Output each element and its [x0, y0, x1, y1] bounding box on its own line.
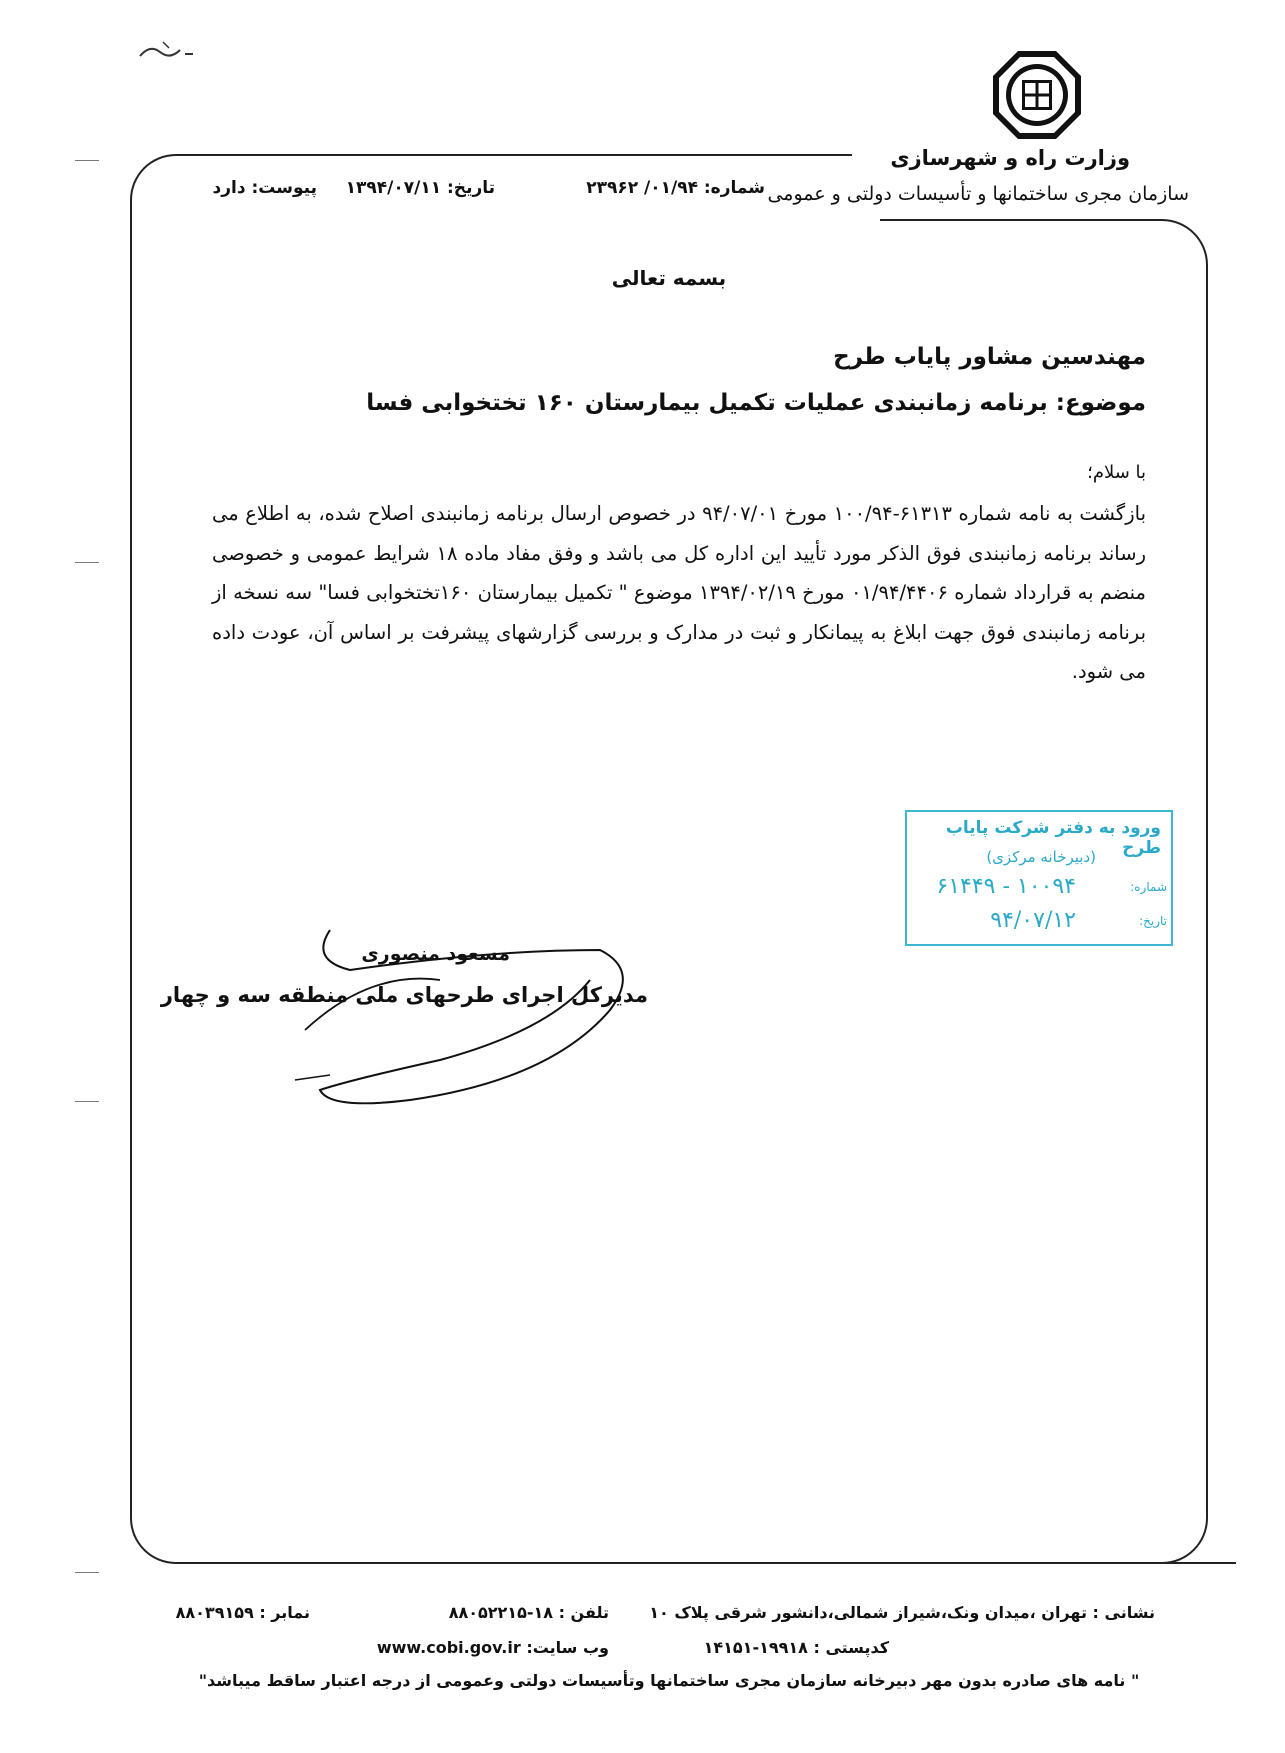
- subject-line: موضوع: برنامه زمانبندی عملیات تکمیل بیمارستان ۱۶۰ تختخوابی فسا: [366, 390, 1146, 416]
- frame-border: [234, 154, 852, 156]
- stamp-subtitle: (دبیرخانه مرکزی): [986, 848, 1096, 866]
- signer-name: مسعود منصوری: [361, 943, 510, 965]
- margin-tick: [75, 1572, 99, 1573]
- footer-fax: نمابر : ۸۸۰۳۹۱۵۹: [175, 1603, 310, 1622]
- ministry-emblem-icon: [990, 48, 1084, 142]
- ministry-name: وزارت راه و شهرسازی: [890, 146, 1130, 170]
- margin-tick: [75, 1101, 99, 1102]
- stamp-number-value: ۱۰۰۹۴ - ۶۱۴۴۹: [936, 874, 1076, 899]
- frame-border: [880, 219, 1102, 221]
- recipient: مهندسین مشاور پایاب طرح: [833, 344, 1146, 370]
- letter-body: بازگشت به نامه شماره ۶۱۳۱۳-۱۰۰/۹۴ مورخ ۹۴/۰۷/۰۱ در خصوص ارسال برنامه زمانبندی اصلاح شده، به اطلاع می رساند برنامه زمانبندی فوق الذکر مورد تأیید این اداره کل می باشد و وفق مفاد ماده ۱۸ شرایط عمومی و خصوصی منضم به قرارداد شماره ۰۱/۹۴/۴۴۰۶ مورخ ۱۳۹۴/۰۲/۱۹ موضوع " تکمیل بیمارستان ۱۶۰تختخوابی فسا" سه نسخه از برنامه زمانبندی فوق جهت ابلاغ به پیمانکار و ثبت در مدارک و بررسی گزارشهای پیشرفت بر اساس آن، عودت داده می شود.: [212, 502, 1147, 683]
- letter-date: تاریخ: ۱۳۹۴/۰۷/۱۱: [345, 178, 495, 198]
- stamp-title: ورود به دفتر شرکت پایاب طرح: [945, 818, 1161, 858]
- greeting: با سلام؛: [1087, 462, 1146, 483]
- handwritten-mark: [135, 34, 205, 64]
- footer-website: وب سایت: www.cobi.gov.ir: [376, 1638, 609, 1657]
- footer-address: نشانی : تهران ،میدان ونک،شیراز شمالی،دانشور شرقی پلاک ۱۰: [649, 1603, 1155, 1622]
- letter-number: شماره: ۰۱/۹۴/ ۲۳۹۶۲: [586, 178, 765, 198]
- receipt-stamp: [905, 810, 1173, 946]
- organization-name: سازمان مجری ساختمانها و تأسیسات دولتی و عمومی: [767, 183, 1189, 205]
- margin-tick: [75, 562, 99, 563]
- footer-validity-note: " نامه های صادره بدون مهر دبیرخانه سازمان مجری ساختمانها وتأسیسات دولتی وعمومی از درجه اعتبار ساقط میباشد": [198, 1671, 1140, 1690]
- frame-border: [236, 1562, 1236, 1564]
- bismillah-heading: بسمه تعالی: [611, 266, 727, 290]
- letter-attachment: پیوست: دارد: [212, 178, 317, 198]
- handwritten-signature: [290, 910, 650, 1120]
- stamp-date-value: ۹۴/۰۷/۱۲: [990, 908, 1076, 933]
- stamp-date-label: تاریخ:: [1139, 914, 1167, 928]
- frame-border: [130, 154, 240, 1564]
- signer-title: مدیرکل اجرای طرحهای ملی منطقه سه و چهار: [160, 983, 648, 1007]
- stamp-number-label: شماره:: [1130, 880, 1167, 894]
- footer-phone: تلفن : ۱۸-۸۸۰۵۲۲۱۵: [448, 1603, 609, 1622]
- footer-postal-code: کدپستی : ۱۹۹۱۸-۱۴۱۵۱: [703, 1638, 889, 1657]
- margin-tick: [75, 160, 99, 161]
